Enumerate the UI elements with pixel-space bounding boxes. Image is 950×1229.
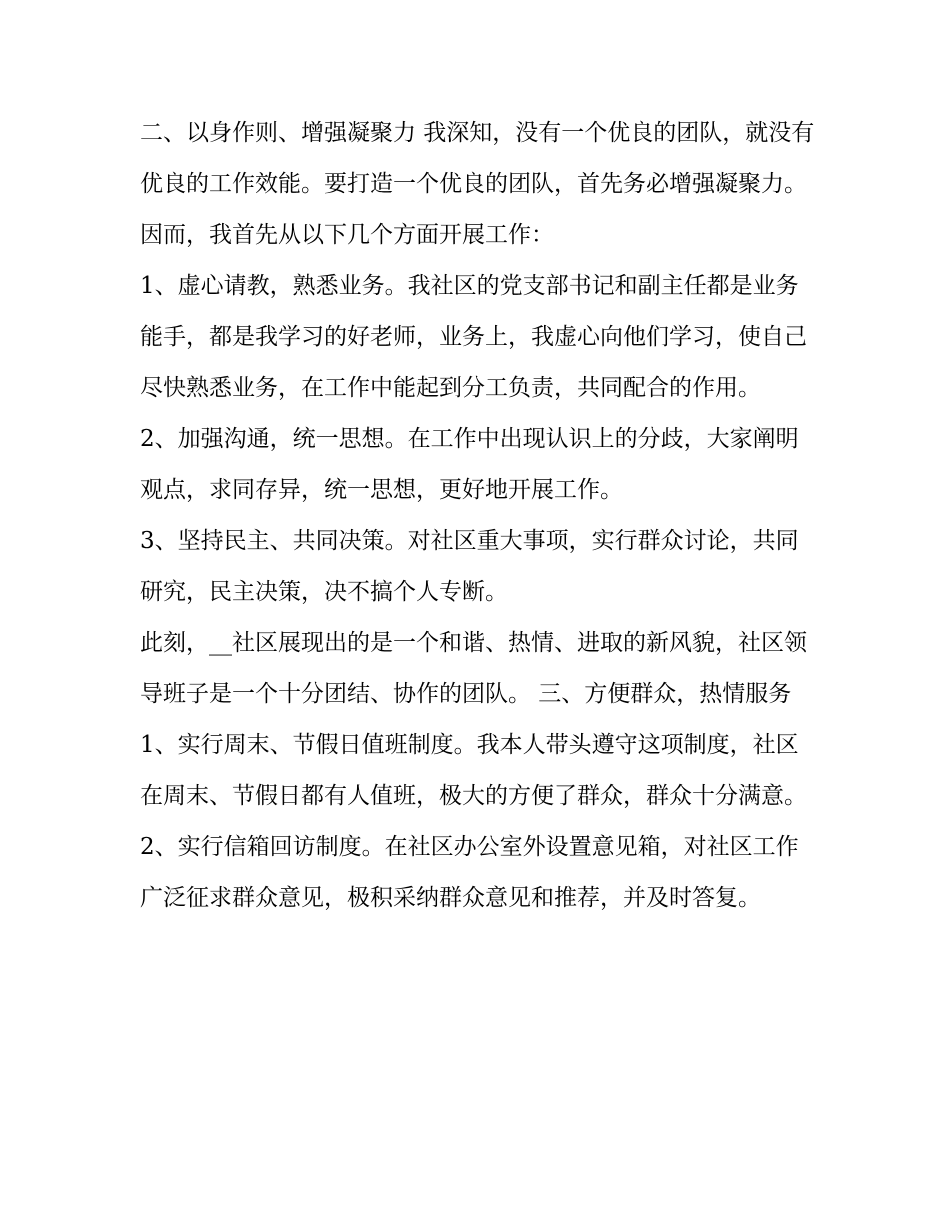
paragraph-item-2: 2、加强沟通，统一思想。在工作中出现认识上的分歧，大家阐明观点，求同存异，统一思想，更好地开展工作。	[140, 426, 799, 503]
paragraph-service-item-1: 1、实行周末、节假日值班制度。我本人带头遵守这项制度，社区在周末、节假日都有人值班，极大的方便了群众，群众十分满意。	[140, 732, 807, 809]
paragraph-summary-section-three: 此刻，__社区展现出的是一个和谐、热情、进取的新风貌，社区领导班子是一个十分团结、协作的团队。 三、方便群众，热情服务	[140, 630, 807, 707]
paragraph-section-two-heading: 二、以身作则、增强凝聚力 我深知，没有一个优良的团队，就没有优良的工作效能。要打造一个优良的团队，首先务必增强凝聚力。因而，我首先从以下几个方面开展工作：	[140, 120, 815, 248]
document-body	[140, 108, 820, 924]
paragraph-item-1: 1、虚心请教，熟悉业务。我社区的党支部书记和副主任都是业务能手，都是我学习的好老师，业务上，我虚心向他们学习，使自己尽快熟悉业务，在工作中能起到分工负责，共同配合的作用。	[140, 273, 807, 401]
paragraph-item-3: 3、坚持民主、共同决策。对社区重大事项，实行群众讨论，共同研究，民主决策，决不搞个人专断。	[140, 528, 799, 605]
paragraph-service-item-2: 2、实行信箱回访制度。在社区办公室外设置意见箱，对社区工作广泛征求群众意见，极积采纳群众意见和推荐，并及时答复。	[140, 834, 799, 911]
